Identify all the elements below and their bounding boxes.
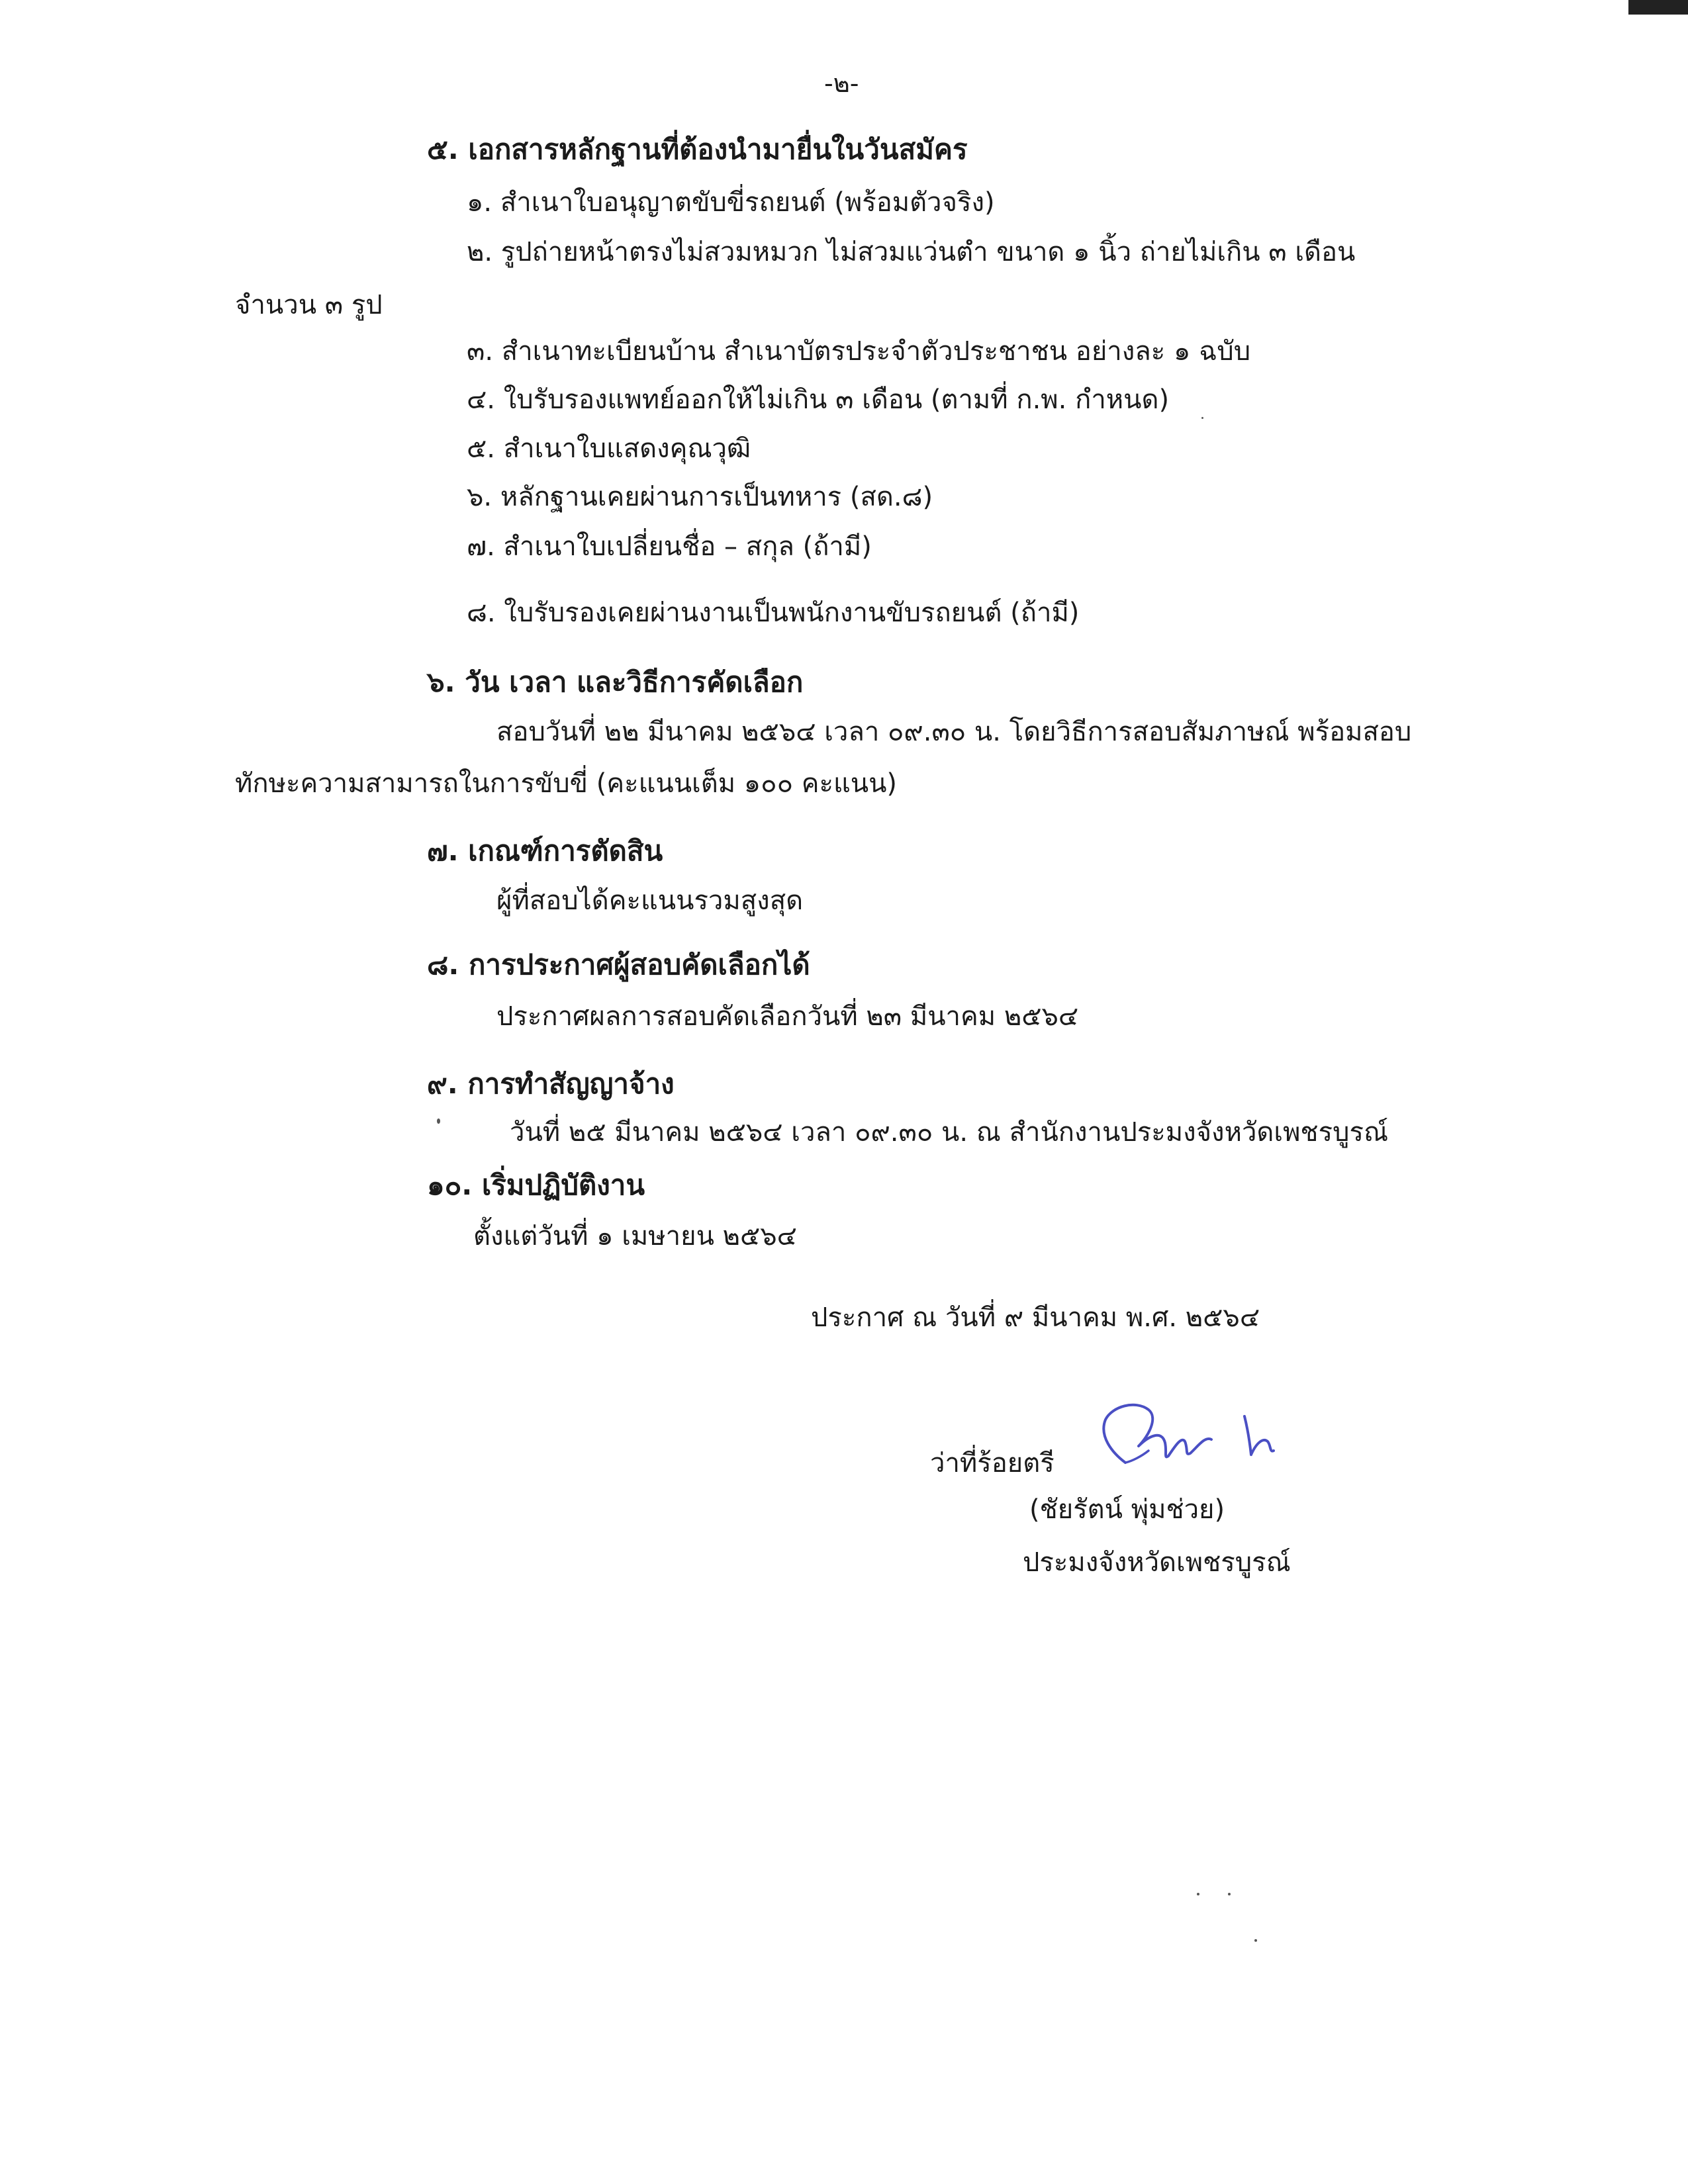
announcement-date: ประกาศ ณ วันที่ ๙ มีนาคม พ.ศ. ๒๕๖๔ xyxy=(811,1302,1260,1333)
section10-line1: ตั้งแต่วันที่ ๑ เมษายน ๒๕๖๔ xyxy=(473,1221,797,1251)
section5-item2-line2: จำนวน ๓ รูป xyxy=(235,290,383,320)
section6-heading: ๖. วัน เวลา และวิธีการคัดเลือก xyxy=(427,666,804,698)
scan-edge-mark xyxy=(1628,0,1688,15)
section6-line2: ทักษะความสามารถในการขับขี่ (คะแนนเต็ม ๑๐๐ คะแนน) xyxy=(235,768,898,799)
signer-rank: ว่าที่ร้อยตรี xyxy=(930,1448,1055,1479)
section5-item4: ๔. ใบรับรองแพทย์ออกให้ไม่เกิน ๓ เดือน (ตามที่ ก.พ. กำหนด) xyxy=(467,385,1170,415)
section7-line1: ผู้ที่สอบได้คะแนนรวมสูงสุด xyxy=(496,886,804,916)
signer-name: (ชัยรัตน์ พุ่มช่วย) xyxy=(1029,1494,1225,1525)
scan-speck xyxy=(1254,1939,1257,1942)
scan-speck xyxy=(1197,1893,1199,1895)
section5-item6: ๖. หลักฐานเคยผ่านการเป็นทหาร (สด.๘) xyxy=(467,482,933,512)
section8-heading: ๘. การประกาศผู้สอบคัดเลือกได้ xyxy=(427,948,810,981)
section9-line1: วันที่ ๒๕ มีนาคม ๒๕๖๔ เวลา ๐๙.๓๐ น. ณ สำนักงานประมงจังหวัดเพชรบูรณ์ xyxy=(510,1117,1389,1148)
section5-item7: ๗. สำเนาใบเปลี่ยนชื่อ – สกุล (ถ้ามี) xyxy=(467,531,872,562)
section5-heading: ๕. เอกสารหลักฐานที่ต้องนำมายื่นในวันสมัคร xyxy=(427,133,968,165)
scan-speck xyxy=(437,1118,440,1124)
page-number: -๒- xyxy=(824,69,859,98)
section7-heading: ๗. เกณฑ์การตัดสิน xyxy=(427,835,663,867)
section5-item2-line1: ๒. รูปถ่ายหน้าตรงไม่สวมหมวก ไม่สวมแว่นตำ ขนาด ๑ นิ้ว ถ่ายไม่เกิน ๓ เดือน xyxy=(467,237,1356,267)
section8-line1: ประกาศผลการสอบคัดเลือกวันที่ ๒๓ มีนาคม ๒๕๖๔ xyxy=(496,1001,1079,1032)
section5-item1: ๑. สำเนาใบอนุญาตขับขี่รถยนต์ (พร้อมตัวจริง) xyxy=(467,187,995,218)
section9-heading: ๙. การทำสัญญาจ้าง xyxy=(427,1068,675,1100)
section10-heading: ๑๐. เริ่มปฏิบัติงาน xyxy=(427,1169,645,1201)
scan-speck xyxy=(1201,417,1203,419)
signer-position: ประมงจังหวัดเพชรบูรณ์ xyxy=(1023,1547,1291,1578)
section5-item8: ๘. ใบรับรองเคยผ่านงานเป็นพนักงานขับรถยนต์ (ถ้ามี) xyxy=(467,598,1080,628)
section5-item5: ๕. สำเนาใบแสดงคุณวุฒิ xyxy=(467,433,751,464)
handwritten-signature xyxy=(1086,1390,1291,1489)
scan-speck xyxy=(1228,1893,1231,1895)
section5-item3: ๓. สำเนาทะเบียนบ้าน สำเนาบัตรประจำตัวประชาชน อย่างละ ๑ ฉบับ xyxy=(467,336,1251,367)
section6-line1: สอบวันที่ ๒๒ มีนาคม ๒๕๖๔ เวลา ๐๙.๓๐ น. โดยวิธีการสอบสัมภาษณ์ พร้อมสอบ xyxy=(496,717,1412,747)
